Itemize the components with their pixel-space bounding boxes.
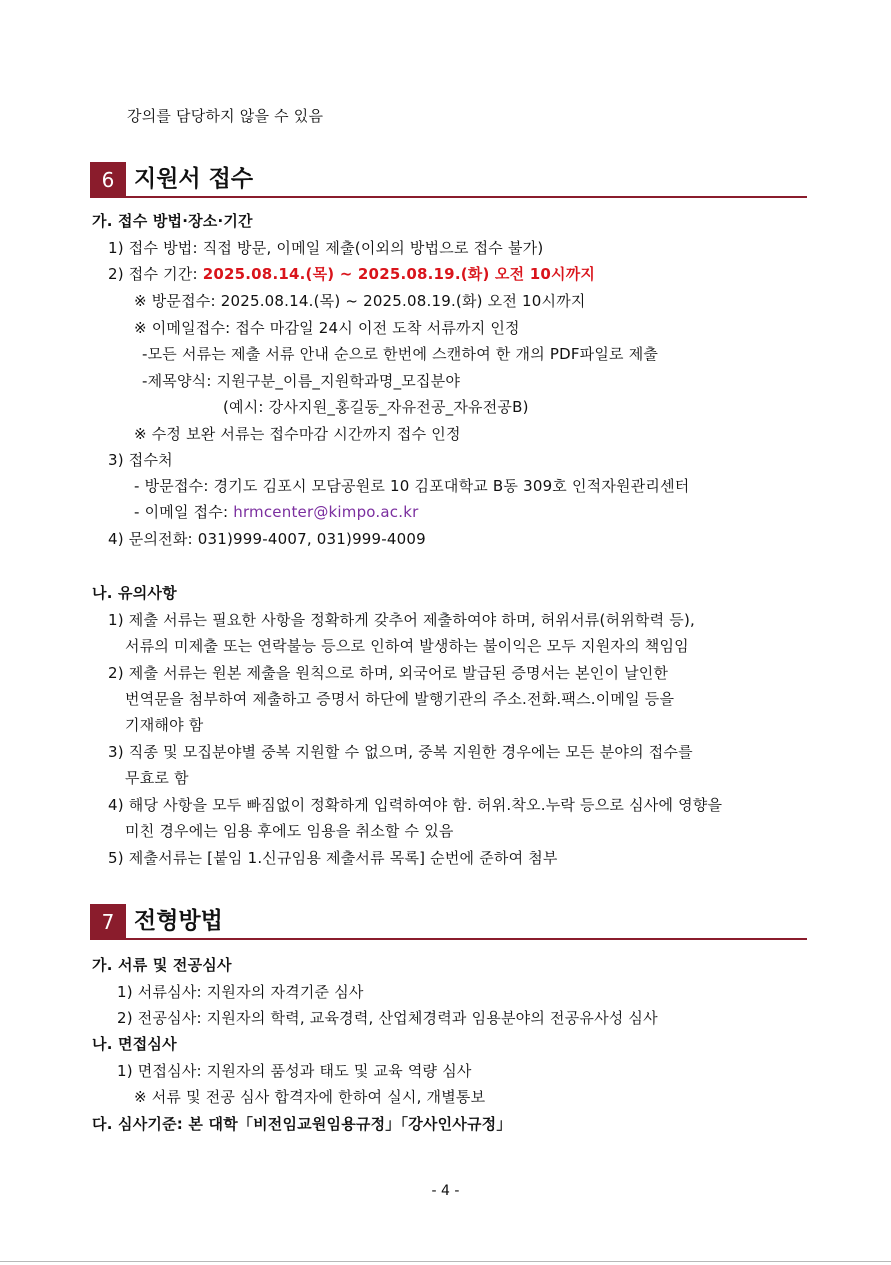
caution-2-line-3: 기재해야 함 <box>125 716 204 734</box>
section-6-b-heading: 나. 유의사항 <box>92 584 177 602</box>
interview-review: 1) 면접심사: 지원자의 품성과 태도 및 교육 역량 심사 <box>117 1062 472 1080</box>
note-subject: -제목양식: 지원구분_이름_지원학과명_모집분야 <box>142 372 461 390</box>
caution-5: 5) 제출서류는 [붙임 1.신규임용 제출서류 목록] 순번에 준하여 첨부 <box>108 849 558 867</box>
email-prefix: - 이메일 접수: <box>134 503 234 521</box>
email-link[interactable]: hrmcenter@kimpo.ac.kr <box>233 503 419 521</box>
section-6-a1: 1) 접수 방법: 직접 방문, 이메일 제출(이외의 방법으로 접수 불가) <box>108 239 544 257</box>
caution-3-line-2: 무효로 함 <box>125 769 189 787</box>
major-review: 2) 전공심사: 지원자의 학력, 교육경력, 산업체경력과 임용분야의 전공유사성 심사 <box>117 1009 658 1027</box>
caution-3-line-1: 3) 직종 및 모집분야별 중복 지원할 수 없으며, 중복 지원한 경우에는 모든 분야의 접수를 <box>108 743 693 761</box>
page-bottom-rule <box>0 1261 891 1262</box>
section-6-a-heading: 가. 접수 방법·장소·기간 <box>92 212 253 230</box>
section-7-a-heading: 가. 서류 및 전공심사 <box>92 956 232 974</box>
section-6-a2 <box>108 264 595 284</box>
caution-2-line-1: 2) 제출 서류는 원본 제출을 원칙으로 하며, 외국어로 발급된 증명서는 본인이 날인한 <box>108 664 669 682</box>
intro-line: 강의를 담당하지 않을 수 있음 <box>127 107 324 125</box>
note-scan: -모든 서류는 제출 서류 안내 순으로 한번에 스캔하여 한 개의 PDF파일로 제출 <box>142 345 659 363</box>
page-number: - 4 - <box>431 1183 460 1199</box>
section-6-title: 지원서 접수 <box>134 166 254 192</box>
application-period: 2025.08.14.(목) ~ 2025.08.19.(화) 오전 10시까지 <box>202 265 596 283</box>
interview-note: ※ 서류 및 전공 심사 합격자에 한하여 실시, 개별통보 <box>134 1088 486 1106</box>
section-7-rule <box>90 938 807 940</box>
caution-4-line-2: 미친 경우에는 임용 후에도 임용을 취소할 수 있음 <box>125 822 454 840</box>
section-7-title: 전형방법 <box>134 908 223 934</box>
section-6-a3: 3) 접수처 <box>108 451 173 469</box>
note-email: ※ 이메일접수: 접수 마감일 24시 이전 도착 서류까지 인정 <box>134 319 520 337</box>
note-visit: ※ 방문접수: 2025.08.14.(목) ~ 2025.08.19.(화) 오전 10시까지 <box>134 292 586 310</box>
caution-4-line-1: 4) 해당 사항을 모두 빠짐없이 정확하게 입력하여야 함. 허위.착오.누락 등으로 심사에 영향을 <box>108 796 723 814</box>
section-7-b-heading: 나. 면접심사 <box>92 1035 177 1053</box>
document-review: 1) 서류심사: 지원자의 자격기준 심사 <box>117 983 364 1001</box>
caution-1-line-2: 서류의 미제출 또는 연락불능 등으로 인하여 발생하는 불이익은 모두 지원자의 책임임 <box>125 637 689 655</box>
section-7-number: 7 <box>90 904 126 940</box>
section-6-number: 6 <box>90 162 126 198</box>
section-6-rule <box>90 196 807 198</box>
section-7-c-heading: 다. 심사기준: 본 대학「비전임교원임용규정」「강사인사규정」 <box>92 1115 512 1133</box>
note-revision: ※ 수정 보완 서류는 접수마감 시간까지 접수 인정 <box>134 425 461 443</box>
email-line <box>134 502 418 522</box>
caution-2-line-2: 번역문을 첨부하여 제출하고 증명서 하단에 발행기관의 주소.전화.팩스.이메일 등을 <box>125 690 675 708</box>
section-6-a2-prefix: 2) 접수 기간: <box>108 265 203 283</box>
caution-1-line-1: 1) 제출 서류는 필요한 사항을 정확하게 갖추어 제출하여야 하며, 허위서류(허위학력 등), <box>108 611 695 629</box>
contact-phone: 4) 문의전화: 031)999-4007, 031)999-4009 <box>108 530 426 548</box>
note-example: (예시: 강사지원_홍길동_자유전공_자유전공B) <box>223 398 529 416</box>
visit-address: - 방문접수: 경기도 김포시 모담공원로 10 김포대학교 B동 309호 인적자원관리센터 <box>134 477 690 495</box>
